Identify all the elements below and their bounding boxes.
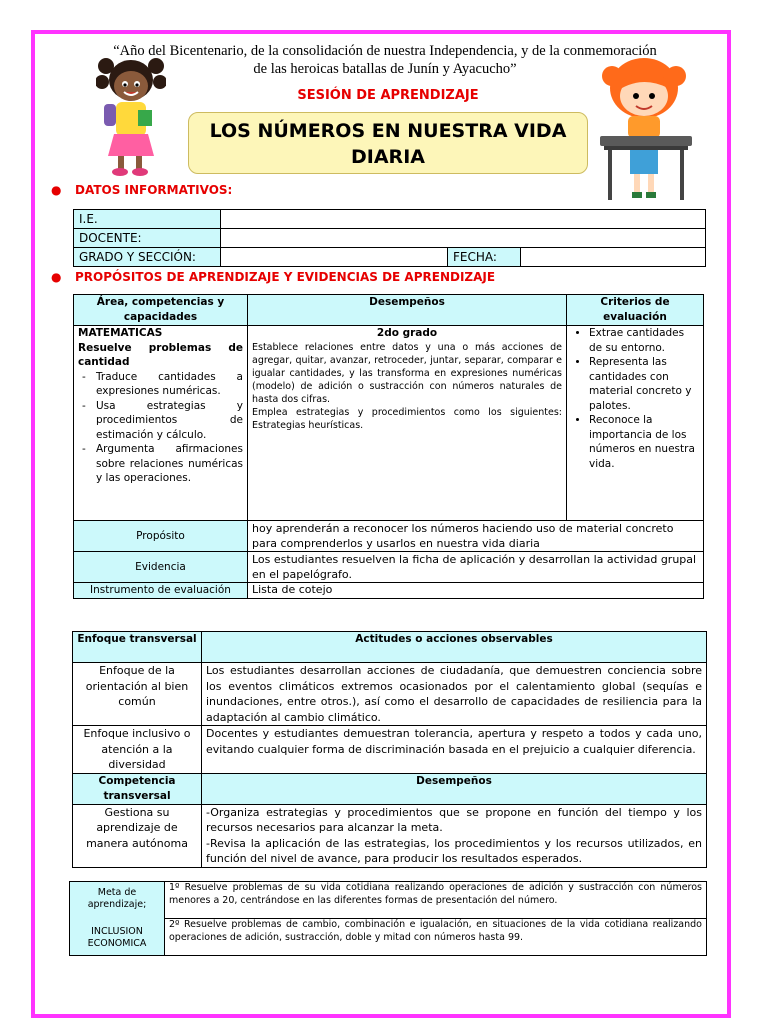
- table-row: [74, 210, 706, 229]
- docente-value[interactable]: [221, 229, 706, 248]
- page-title-line-2: DIARIA: [351, 146, 425, 168]
- fecha-value[interactable]: [521, 248, 706, 267]
- table-row: [73, 663, 707, 726]
- table-row: [74, 583, 704, 599]
- section-datos-label: DATOS INFORMATIVOS:: [75, 183, 233, 197]
- table-row: [74, 326, 704, 521]
- header-competencia: Competencia transversal: [73, 773, 202, 804]
- table-row: [74, 552, 704, 583]
- area-name: MATEMATICAS: [78, 327, 163, 339]
- list-item: • Representa las cantidades con material concreto y palotes.: [589, 355, 699, 413]
- header-enfoque: Enfoque transversal: [73, 632, 202, 663]
- instrumento-label: Instrumento de evaluación: [74, 583, 248, 599]
- meta-label: Meta de aprendizaje;: [87, 886, 147, 910]
- list-item: • Reconoce la importancia de los números en nuestra vida.: [589, 413, 699, 471]
- table-row: [70, 919, 707, 956]
- grade-label: 2do grado: [376, 327, 438, 339]
- proposito-text: hoy aprenderán a reconocer los números haciendo uso de material concreto para comprenderlos y usarlos en nuestra vida diaria: [248, 521, 704, 552]
- bullet-icon: ●: [51, 270, 62, 284]
- table-row: [73, 726, 707, 774]
- row3-text-1: -Organiza estrategias y procedimientos que se propone en función del tiempo y los recursos necesarios para alcanzar la meta.: [206, 805, 702, 834]
- row1-text: Los estudiantes desarrollan acciones de ciudadanía, que demuestren conciencia sobre los eventos climáticos extremos ocasionados por el calentamiento global (sequías e inundaciones, entre otros.), así como el desarrollo de capacidades de resiliencia para la adaptación al cambio climático.: [202, 663, 707, 726]
- motto: [80, 42, 690, 78]
- row3-text: [202, 804, 707, 867]
- table-row: [74, 229, 706, 248]
- row2-text: Docentes y estudiantes demuestran tolerancia, apertura y respeto a todos y cada uno, evitando cualquier forma de discriminación basada en el prejuicio a cualquier diferencia.: [202, 726, 707, 774]
- header-area: Área, competencias y capacidades: [74, 295, 248, 326]
- header-actitudes: Actitudes o acciones observables: [202, 632, 707, 663]
- evidencia-text: Los estudiantes resuelven la ficha de aplicación y desarrollan la actividad grupal en el papelógrafo.: [248, 552, 704, 583]
- ie-value[interactable]: [221, 210, 706, 229]
- table-row: [73, 632, 707, 663]
- criteria-list: [571, 326, 699, 471]
- goal-1: 1º Resuelve problemas de su vida cotidiana realizando operaciones de adición y sustracción con números menores a 20, centrándose en las diferentes formas de presentación del número.: [165, 882, 707, 919]
- performance-cell: [248, 326, 567, 521]
- grado-value[interactable]: [221, 248, 448, 267]
- section-datos: [51, 183, 233, 197]
- goal-label-cell: [70, 882, 165, 956]
- title-box: [188, 112, 588, 174]
- ie-label: I.E.: [74, 210, 221, 229]
- header-desempenos-transversal: Desempeños: [202, 773, 707, 804]
- docente-label: DOCENTE:: [74, 229, 221, 248]
- header-desempenos: Desempeños: [248, 295, 567, 326]
- list-item: - Argumenta afirmaciones sobre relaciones numéricas y las operaciones.: [96, 442, 243, 486]
- bullet-icon: ●: [51, 183, 62, 197]
- table-row: [73, 773, 707, 804]
- motto-line-1: “Año del Bicentenario, de la consolidación de nuestra Independencia, y de la conmemoración: [113, 43, 657, 59]
- row3-label: Gestiona su aprendizaje de manera autónoma: [73, 804, 202, 867]
- list-item: • Extrae cantidades de su entorno.: [589, 326, 699, 355]
- section-propositos: [51, 270, 496, 284]
- capacities-list: [78, 370, 243, 486]
- grado-label: GRADO Y SECCIÓN:: [74, 248, 221, 267]
- section-propositos-label: PROPÓSITOS DE APRENDIZAJE Y EVIDENCIAS DE APRENDIZAJE: [75, 270, 496, 284]
- proposito-label: Propósito: [74, 521, 248, 552]
- goal-2: 2º Resuelve problemas de cambio, combinación e igualación, en situaciones de la vida cotidiana realizando operaciones de adición, sustracción, doble y mitad con números hasta 99.: [165, 919, 707, 956]
- criteria-cell: [567, 326, 704, 521]
- list-item: - Traduce cantidades a expresiones numéricas.: [96, 370, 243, 399]
- inclusion-label: INCLUSION ECONOMICA: [87, 925, 147, 949]
- table-row: [73, 804, 707, 867]
- table-row: [70, 882, 707, 919]
- page-title-line-1: LOS NÚMEROS EN NUESTRA VIDA: [209, 120, 567, 142]
- performance-text-1: Establece relaciones entre datos y una o más acciones de agregar, quitar, avanzar, retroceder, juntar, separar, comparar e igualar cantidades, y las transforma en expresiones numéricas (modelo) de adición o sustracción con números naturales de hasta dos cifras.: [252, 341, 562, 405]
- purpose-table: [73, 294, 704, 599]
- row2-label: Enfoque inclusivo o atención a la diversidad: [73, 726, 202, 774]
- table-row: [74, 248, 706, 267]
- header-criterios: Criterios de evaluación: [567, 295, 704, 326]
- row3-text-2: -Revisa la aplicación de las estrategias, los procedimientos y los recursos utilizados, en función del nivel de avance, para producir los resultados esperados.: [206, 836, 702, 865]
- competence-name: Resuelve problemas de cantidad: [78, 341, 243, 368]
- fecha-label: FECHA:: [448, 248, 521, 267]
- table-row: [74, 295, 704, 326]
- evidencia-label: Evidencia: [74, 552, 248, 583]
- performance-text-2: Emplea estrategias y procedimientos como los siguientes: Estrategias heurísticas.: [252, 406, 562, 431]
- info-table: [73, 209, 706, 267]
- list-item: - Usa estrategias y procedimientos de estimación y cálculo.: [96, 399, 243, 443]
- motto-line-2: de las heroicas batallas de Junín y Ayacucho”: [253, 61, 517, 77]
- girl-at-desk-illustration: [594, 56, 698, 206]
- table-row: [74, 521, 704, 552]
- goal-table: [69, 881, 707, 956]
- row1-label: Enfoque de la orientación al bien común: [73, 663, 202, 726]
- approach-table: [72, 631, 707, 868]
- session-label: SESIÓN DE APRENDIZAJE: [297, 88, 479, 103]
- area-cell: [74, 326, 248, 521]
- instrumento-text: Lista de cotejo: [248, 583, 704, 599]
